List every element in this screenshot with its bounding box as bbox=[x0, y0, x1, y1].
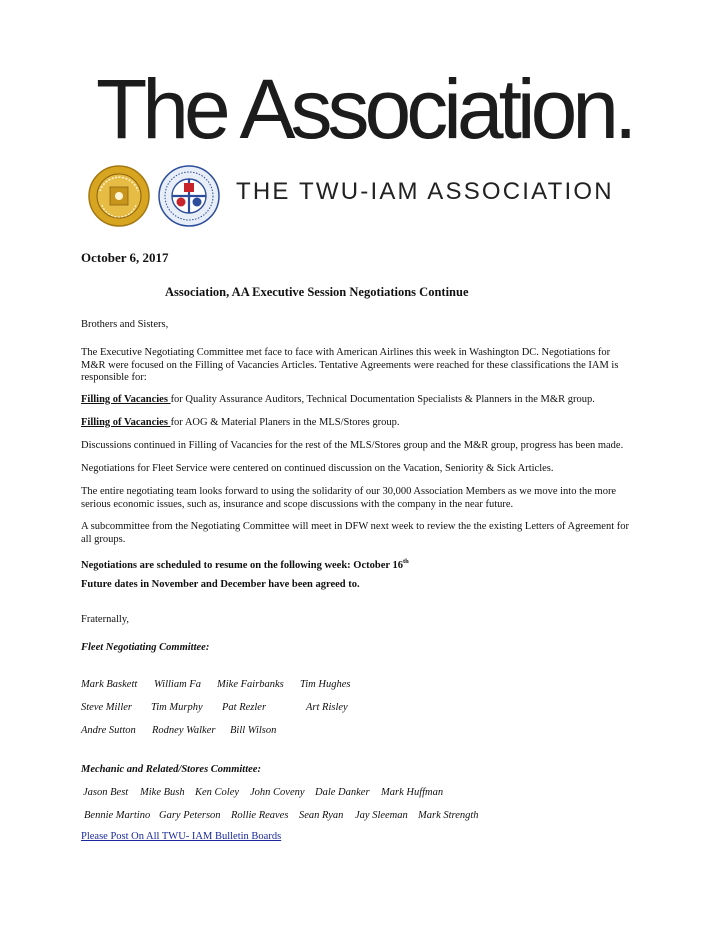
committee-member: Mike Bush bbox=[140, 787, 185, 798]
committee-member: Mike Fairbanks bbox=[217, 679, 284, 690]
committee-member: William Fa bbox=[154, 679, 201, 690]
fov-label: Filling of Vacancies bbox=[81, 394, 171, 405]
mechanic-committee-title: Mechanic and Related/Stores Committee: bbox=[81, 764, 261, 775]
resume-text: Negotiations are scheduled to resume on the following week: October 16 bbox=[81, 560, 403, 571]
closing: Fraternally, bbox=[81, 614, 130, 625]
paragraph-fov-2 bbox=[81, 417, 632, 430]
committee-member: Tim Murphy bbox=[151, 702, 203, 713]
paragraph-discussions: Discussions continued in Filling of Vacancies for the rest of the MLS/Stores group and the M&R group, progress has been made. bbox=[81, 440, 624, 451]
committee-member: Bill Wilson bbox=[230, 725, 277, 736]
committee-member: Mark Huffman bbox=[381, 787, 444, 798]
paragraph-subcommittee: A subcommittee from the Negotiating Committee will meet in DFW next week to review the the existing Letters of Agreement for all groups. bbox=[81, 521, 630, 545]
salutation: Brothers and Sisters, bbox=[81, 319, 169, 330]
future-dates-notice: Future dates in November and December have been agreed to. bbox=[81, 579, 360, 590]
committee-member: Mark Baskett bbox=[81, 679, 138, 690]
committee-member: Art Risley bbox=[306, 702, 348, 713]
resume-superscript: th bbox=[402, 558, 409, 565]
fleet-committee-title: Fleet Negotiating Committee: bbox=[81, 642, 210, 653]
iam-seal-logo bbox=[158, 165, 220, 227]
paragraph-fov-1 bbox=[81, 394, 632, 407]
committee-member: Sean Ryan bbox=[299, 810, 344, 821]
masthead-logo: The Association. bbox=[96, 62, 633, 156]
resume-notice bbox=[81, 556, 632, 573]
committee-member: Mark Strength bbox=[418, 810, 479, 821]
committee-member: Jay Sleeman bbox=[355, 810, 408, 821]
committee-member: Steve Miller bbox=[81, 702, 133, 713]
committee-member: Ken Coley bbox=[195, 787, 240, 798]
committee-member: Gary Peterson bbox=[159, 810, 221, 821]
letter-date: October 6, 2017 bbox=[81, 250, 169, 265]
fov-2-text: for AOG & Material Planers in the MLS/Stores group. bbox=[170, 417, 400, 428]
bulletin-board-link[interactable]: Please Post On All TWU- IAM Bulletin Boards bbox=[81, 831, 282, 842]
letter-headline: Association, AA Executive Session Negotiations Continue bbox=[165, 285, 469, 299]
paragraph-team: The entire negotiating team looks forward to using the solidarity of our 30,000 Association Members as we move into the more serious economic issues, such as, insurance and scope discussions with the company in the near future. bbox=[81, 486, 617, 510]
committee-member: Rollie Reaves bbox=[231, 810, 289, 821]
committee-member: Bennie Martino bbox=[84, 810, 151, 821]
committee-member: Andre Sutton bbox=[81, 725, 136, 736]
fov-1-text: for Quality Assurance Auditors, Technical Documentation Specialists & Planners in the M&R group. bbox=[170, 394, 595, 405]
twu-seal-logo bbox=[88, 165, 150, 227]
committee-member: John Coveny bbox=[250, 787, 305, 798]
committee-member: Rodney Walker bbox=[152, 725, 216, 736]
paragraph-intro: The Executive Negotiating Committee met face to face with American Airlines this week in Washington DC. Negotiations for M&R were focused on the Filling of Vacancies Articles. Tentative Agreements were reached for these classifications the IAM is responsible for: bbox=[81, 347, 619, 383]
committee-member: Jason Best bbox=[83, 787, 129, 798]
committee-member: Tim Hughes bbox=[300, 679, 351, 690]
fov-label: Filling of Vacancies bbox=[81, 417, 171, 428]
committee-member: Pat Rezler bbox=[222, 702, 267, 713]
paragraph-fleet: Negotiations for Fleet Service were centered on continued discussion on the Vacation, Seniority & Sick Articles. bbox=[81, 463, 554, 474]
committee-member: Dale Danker bbox=[315, 787, 370, 798]
association-subtitle: THE TWU-IAM ASSOCIATION bbox=[236, 178, 614, 205]
